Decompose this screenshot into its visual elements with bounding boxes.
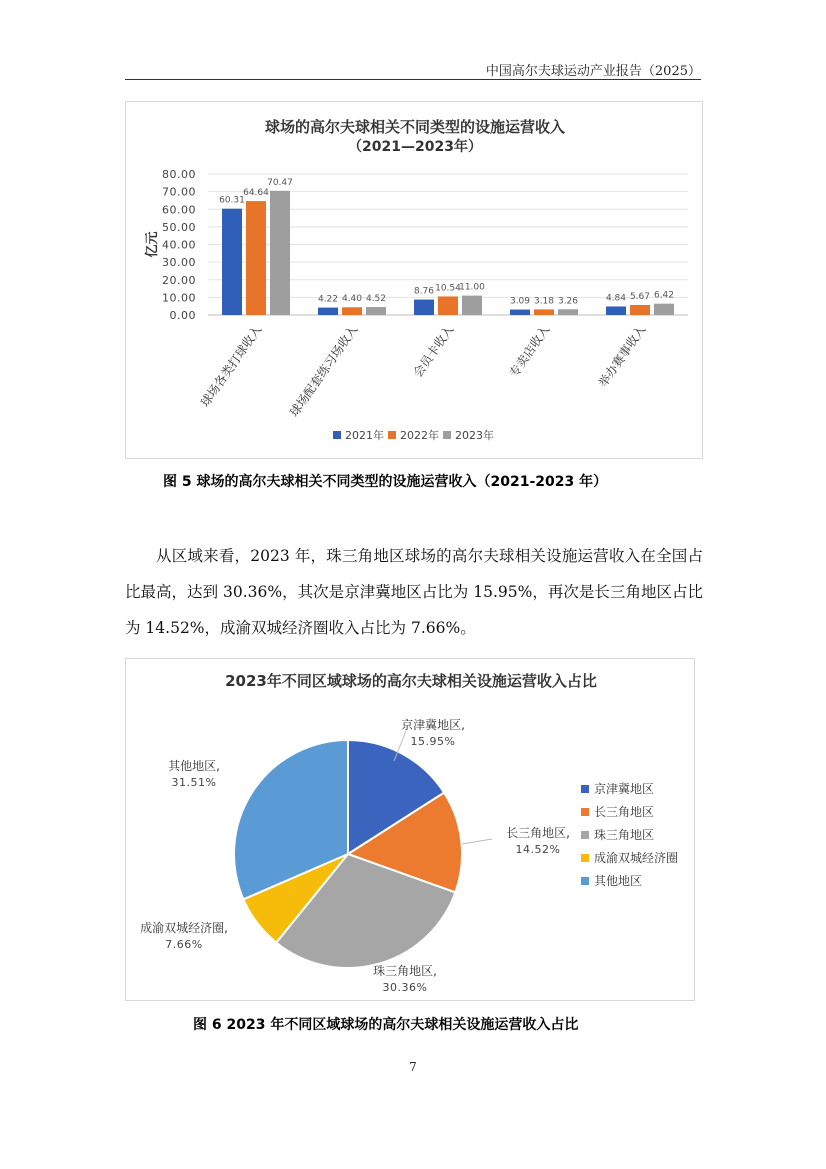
legend-label: 珠三角地区 [594,828,655,842]
y-tick-label: 10.00 [162,291,196,305]
bar-chart-figure [125,101,703,459]
legend-swatch [581,854,589,862]
pie-slice-label: 成渝双城经济圈, [140,921,228,935]
pie-chart-figure [125,658,695,1001]
y-tick-label: 0.00 [169,309,196,322]
legend-label: 2021年 [345,429,384,442]
bar [606,306,626,315]
x-tick-label: 专卖店收入 [506,322,553,380]
y-axis-label: 亿元 [145,231,160,258]
legend-swatch [581,808,589,816]
bar [222,209,242,315]
chart-title: 球场的高尔夫球相关不同类型的设施运营收入 [264,118,566,136]
bar [438,296,458,315]
legend-swatch [333,431,341,439]
pie-chart [126,659,696,1002]
bar-value-label: 4.52 [365,294,387,305]
legend-label: 其他地区 [594,874,643,888]
bar [462,296,482,315]
chart-title: 2023年不同区域球场的高尔夫球相关设施运营收入占比 [225,672,597,690]
bar [270,191,290,315]
bar-value-label: 3.18 [533,296,555,307]
figure-6-caption: 图 6 2023 年不同区域球场的高尔夫球相关设施运营收入占比 [193,1017,579,1033]
y-tick-label: 70.00 [162,185,196,199]
bar [366,307,386,315]
pie-slice-percent: 30.36% [382,981,428,994]
y-tick-label: 80.00 [162,168,196,181]
pie-slice-label: 京津冀地区, [401,718,465,732]
legend-swatch [443,431,451,439]
bar-value-label: 64.64 [243,188,269,199]
page-header: 中国高尔夫球运动产业报告（2025） [125,60,701,80]
pie-slice-label: 其他地区, [168,759,220,773]
bar-value-label: 8.76 [413,286,435,297]
x-tick-label: 举办赛事收入 [595,322,649,390]
figure-5-caption: 图 5 球场的高尔夫球相关不同类型的设施运营收入（2021-2023 年） [163,474,608,490]
pie-slice-label: 珠三角地区, [373,964,437,978]
pie-slice-label: 长三角地区, [506,826,570,840]
legend-swatch [581,785,589,793]
bar-value-label: 4.22 [317,294,339,305]
bar-chart [126,102,704,460]
bar-value-label: 4.84 [605,293,627,304]
bar [558,309,578,315]
bar-value-label: 11.00 [459,282,485,293]
x-tick-label: 球场各类打球收入 [197,322,265,410]
bar-value-label: 60.31 [219,195,245,206]
y-tick-label: 30.00 [162,256,196,270]
bar-value-label: 4.40 [341,294,363,305]
legend-label: 2023年 [455,429,494,442]
bar-value-label: 3.09 [509,296,531,307]
x-tick-label: 会员卡收入 [410,322,457,380]
bar [246,201,266,315]
x-tick-label: 球场配套练习场收入 [287,322,361,420]
bar [534,309,554,315]
y-tick-label: 40.00 [162,238,196,252]
bar-value-label: 5.67 [629,292,651,303]
pie-slice-percent: 31.51% [171,776,217,789]
legend-swatch [388,431,396,439]
page-number: 7 [409,1060,417,1074]
bar [414,300,434,315]
bar [318,308,338,315]
bar [654,304,674,315]
y-tick-label: 20.00 [162,273,196,287]
legend-label: 长三角地区 [594,805,655,819]
legend-label: 京津冀地区 [594,782,655,796]
pie-slice-percent: 7.66% [165,938,203,951]
legend-label: 成渝双城经济圈 [594,851,679,865]
bar [342,307,362,315]
body-paragraph: 从区域来看，2023 年，珠三角地区球场的高尔夫球相关设施运营收入在全国占比最高，达到 30.36%，其次是京津冀地区占比为 15.95%，再次是长三角地区占比为 14.52%，成渝双城经济圈收入占比为 7.66%。 [125,547,703,637]
leader-line [462,839,492,844]
bar-value-label: 6.42 [653,290,675,301]
bar [510,310,530,315]
pie-slice-percent: 15.95% [410,735,456,748]
pie-slice-percent: 14.52% [515,843,561,856]
legend-swatch [581,831,589,839]
y-tick-label: 50.00 [162,220,196,234]
chart-subtitle: （2021—2023年） [348,139,482,155]
legend-swatch [581,877,589,885]
bar-value-label: 3.26 [557,296,579,307]
bar-value-label: 10.54 [435,283,461,294]
bar-value-label: 70.47 [267,177,293,188]
y-tick-label: 60.00 [162,203,196,217]
legend-label: 2022年 [400,429,439,442]
bar [630,305,650,315]
